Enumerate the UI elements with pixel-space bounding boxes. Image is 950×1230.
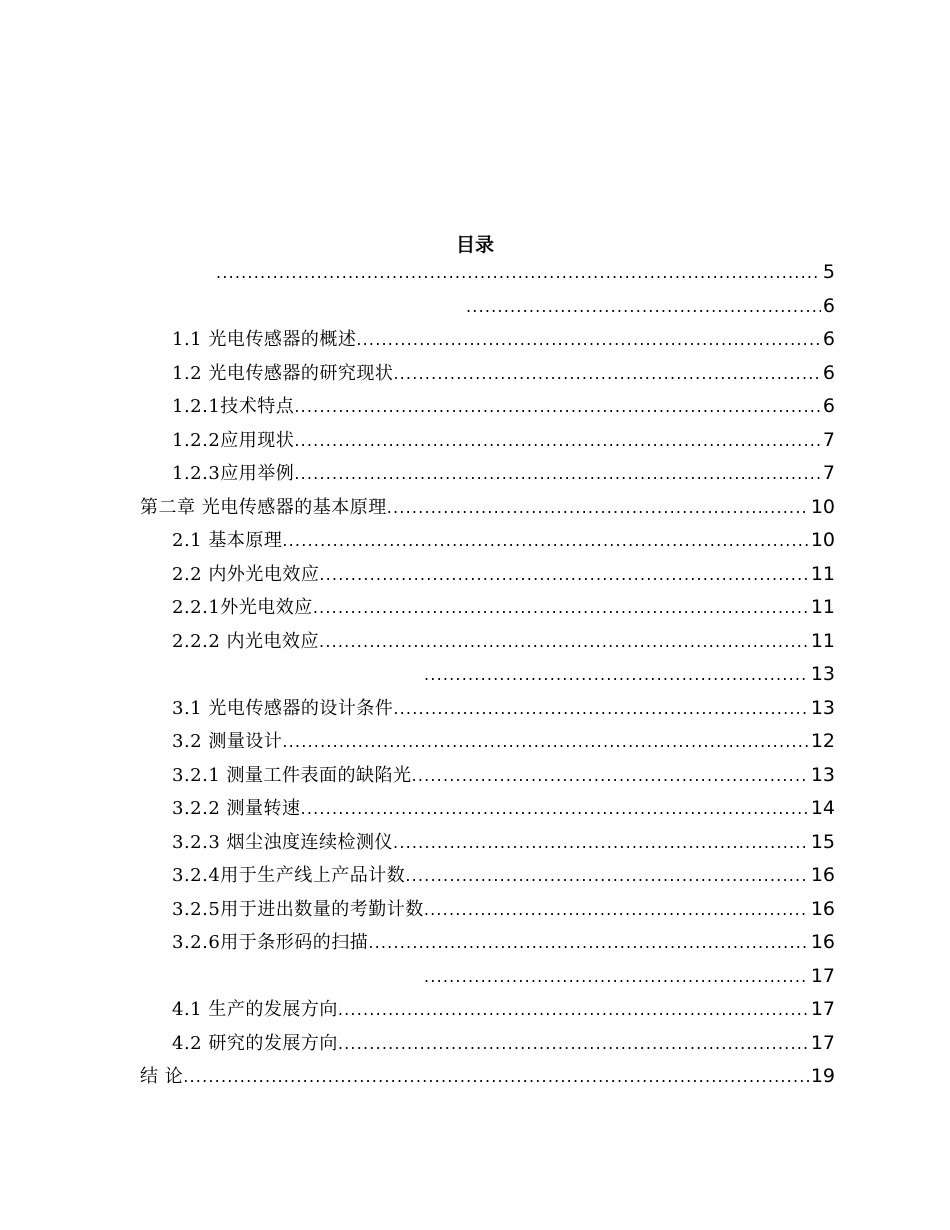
toc-entry-text: 3.1 光电传感器的设计条件 — [172, 697, 394, 719]
toc-dot-leader — [466, 290, 821, 324]
toc-entry[interactable] — [0, 926, 835, 960]
toc-entry[interactable] — [0, 625, 835, 659]
toc-entry-text: 1.2.2应用现状 — [172, 429, 295, 451]
toc-dot-leader — [412, 759, 809, 793]
toc-page-number: 17 — [810, 1031, 835, 1054]
toc-entry-text: 1.2 光电传感器的研究现状 — [172, 362, 394, 384]
toc-dot-leader — [216, 256, 821, 290]
toc-title: 目录 — [455, 234, 494, 256]
toc-dot-leader — [319, 625, 809, 659]
toc-entry[interactable] — [0, 357, 835, 391]
toc-dot-leader — [294, 390, 821, 424]
toc-dot-leader — [356, 323, 821, 357]
toc-list — [0, 256, 950, 1094]
toc-entry-text: 第二章 光电传感器的基本原理 — [140, 496, 387, 518]
toc-entry[interactable] — [0, 1060, 835, 1094]
toc-dot-leader — [393, 826, 809, 860]
toc-page-number: 7 — [822, 462, 835, 484]
toc-entry[interactable] — [0, 256, 835, 290]
toc-entry[interactable] — [0, 290, 835, 324]
toc-dot-leader — [368, 926, 809, 960]
toc-entry[interactable] — [0, 323, 835, 357]
toc-entry-text: 3.2.5用于进出数量的考勤计数 — [172, 898, 424, 920]
toc-page-number: 16 — [810, 897, 835, 920]
toc-entry-text: 3.2.4用于生产线上产品计数 — [172, 865, 406, 886]
toc-entry-text: 2.2.1外光电效应 — [172, 597, 313, 618]
toc-entry[interactable] — [0, 491, 835, 525]
toc-entry-text: 3.2.1 测量工件表面的缺陷光 — [172, 764, 412, 786]
toc-page-number: 6 — [822, 361, 835, 384]
toc-dot-leader — [424, 960, 809, 994]
toc-page-number: 12 — [810, 730, 835, 752]
toc-page-number: 17 — [810, 964, 835, 987]
toc-entry-text: 2.2 内外光电效应 — [172, 563, 320, 585]
toc-page-number: 16 — [810, 864, 835, 886]
toc-dot-leader — [294, 457, 821, 491]
toc-dot-leader — [338, 993, 809, 1027]
toc-page-number: 19 — [810, 1065, 835, 1087]
toc-entry[interactable] — [0, 692, 835, 726]
toc-entry[interactable] — [0, 591, 835, 625]
toc-page-number: 13 — [810, 763, 835, 786]
toc-entry[interactable] — [0, 1027, 835, 1061]
toc-entry[interactable] — [0, 658, 835, 692]
toc-entry[interactable] — [0, 960, 835, 994]
toc-dot-leader — [294, 424, 821, 458]
toc-dot-leader — [393, 692, 808, 726]
toc-entry[interactable] — [0, 558, 835, 592]
toc-entry-text: 1.2.1技术特点 — [172, 396, 295, 417]
toc-dot-leader — [387, 491, 809, 525]
toc-entry[interactable] — [0, 457, 835, 491]
toc-entry[interactable] — [0, 792, 835, 826]
toc-entry-text: 1.1 光电传感器的概述 — [172, 329, 357, 350]
toc-entry[interactable] — [0, 993, 835, 1027]
toc-entry-text: 3.2.6用于条形码的扫描 — [172, 932, 369, 953]
toc-entry-text: 4.2 研究的发展方向 — [172, 1032, 338, 1054]
toc-entry[interactable] — [0, 893, 835, 927]
toc-page-number: 16 — [810, 931, 835, 953]
toc-dot-leader — [424, 893, 809, 927]
toc-dot-leader — [313, 591, 809, 625]
toc-page-number: 17 — [810, 998, 835, 1020]
toc-page-number: 14 — [810, 797, 835, 819]
toc-entry-text: 2.2.2 内光电效应 — [172, 630, 320, 652]
toc-dot-leader — [301, 792, 809, 826]
toc-dot-leader — [405, 859, 809, 893]
toc-page-number: 11 — [810, 562, 835, 585]
toc-page-number: 6 — [822, 328, 835, 350]
toc-page-number: 10 — [810, 495, 835, 518]
toc-entry-text: 3.2 测量设计 — [172, 731, 283, 752]
toc-page-number: 5 — [822, 261, 835, 283]
toc-entry-text: 3.2.2 测量转速 — [172, 798, 301, 819]
toc-entry[interactable] — [0, 524, 835, 558]
toc-dot-leader — [282, 524, 808, 558]
toc-entry-text: 1.2.3应用举例 — [172, 463, 295, 484]
toc-dot-leader — [282, 725, 808, 759]
toc-dot-leader — [393, 357, 821, 391]
toc-entry[interactable] — [0, 424, 835, 458]
toc-page-number: 13 — [810, 696, 835, 719]
toc-page-number: 11 — [810, 596, 835, 618]
toc-entry[interactable] — [0, 759, 835, 793]
toc-entry[interactable] — [0, 390, 835, 424]
toc-page-number: 6 — [822, 395, 835, 417]
toc-page-number: 7 — [822, 428, 835, 451]
toc-dot-leader — [424, 658, 809, 692]
toc-dot-leader — [338, 1027, 809, 1061]
toc-entry[interactable] — [0, 826, 835, 860]
toc-entry-text: 2.1 基本原理 — [172, 530, 283, 551]
toc-entry-text: 结 论 — [140, 1066, 184, 1087]
toc-entry-text: 4.1 生产的发展方向 — [172, 999, 338, 1020]
toc-entry[interactable] — [0, 859, 835, 893]
toc-dot-leader — [183, 1060, 809, 1094]
toc-page-number: 6 — [822, 294, 835, 317]
toc-entry[interactable] — [0, 725, 835, 759]
toc-page-number: 15 — [810, 830, 835, 853]
toc-page-number: 13 — [810, 663, 835, 685]
toc-page-number: 11 — [810, 629, 835, 652]
toc-page-number: 10 — [810, 529, 835, 551]
toc-entry-text: 3.2.3 烟尘浊度连续检测仪 — [172, 831, 394, 853]
toc-dot-leader — [319, 558, 808, 592]
